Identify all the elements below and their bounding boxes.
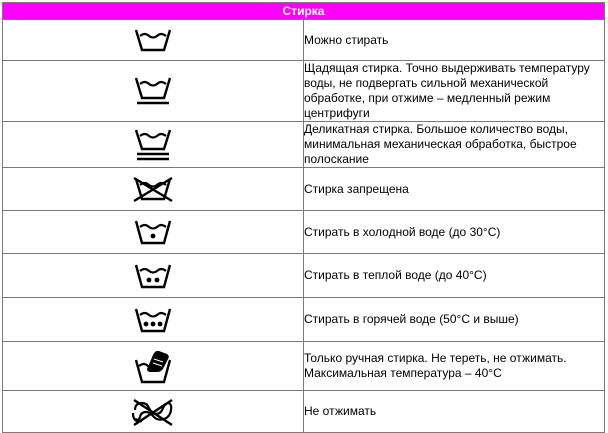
row-description: Не отжимать — [304, 391, 605, 433]
row-description: Щадящая стирка. Точно выдерживать температуру воды, не подвергать сильной механической обработке, при отжиме – медленный режим центрифуги — [304, 61, 605, 122]
wash-tub-icon — [133, 27, 173, 53]
row-description: Можно стирать — [304, 20, 605, 61]
wash-two-dots-icon — [133, 262, 173, 290]
table-row — [3, 122, 605, 168]
table-row — [3, 20, 605, 61]
row-description: Стирать в горячей воде (50°C и выше) — [304, 298, 605, 342]
wash-tub-two-bars-icon — [133, 127, 173, 163]
table-header-row — [3, 3, 605, 20]
table-row — [3, 168, 605, 211]
wash-one-dot-icon — [133, 218, 173, 246]
table-row — [3, 298, 605, 342]
table-row — [3, 391, 605, 433]
table-title: Стирка — [3, 3, 605, 20]
wash-tub-one-bar-icon — [133, 75, 173, 107]
table-row — [3, 211, 605, 254]
row-description: Деликатная стирка. Большое количество воды, минимальная механическая обработка, быстрое полоскание — [304, 122, 605, 168]
row-description: Стирать в холодной воде (до 30°C) — [304, 211, 605, 254]
do-not-wring-icon — [130, 397, 176, 427]
wash-care-table — [2, 2, 605, 433]
row-description: Только ручная стирка. Не тереть, не отжимать. Максимальная температура – 40°C — [304, 342, 605, 391]
table-row — [3, 61, 605, 122]
row-description: Стирка запрещена — [304, 168, 605, 211]
table-row — [3, 254, 605, 298]
row-description: Стирать в теплой воде (до 40°C) — [304, 254, 605, 298]
do-not-wash-icon — [131, 175, 175, 203]
hand-wash-icon — [133, 347, 173, 385]
table-row — [3, 342, 605, 391]
wash-three-dots-icon — [133, 306, 173, 334]
